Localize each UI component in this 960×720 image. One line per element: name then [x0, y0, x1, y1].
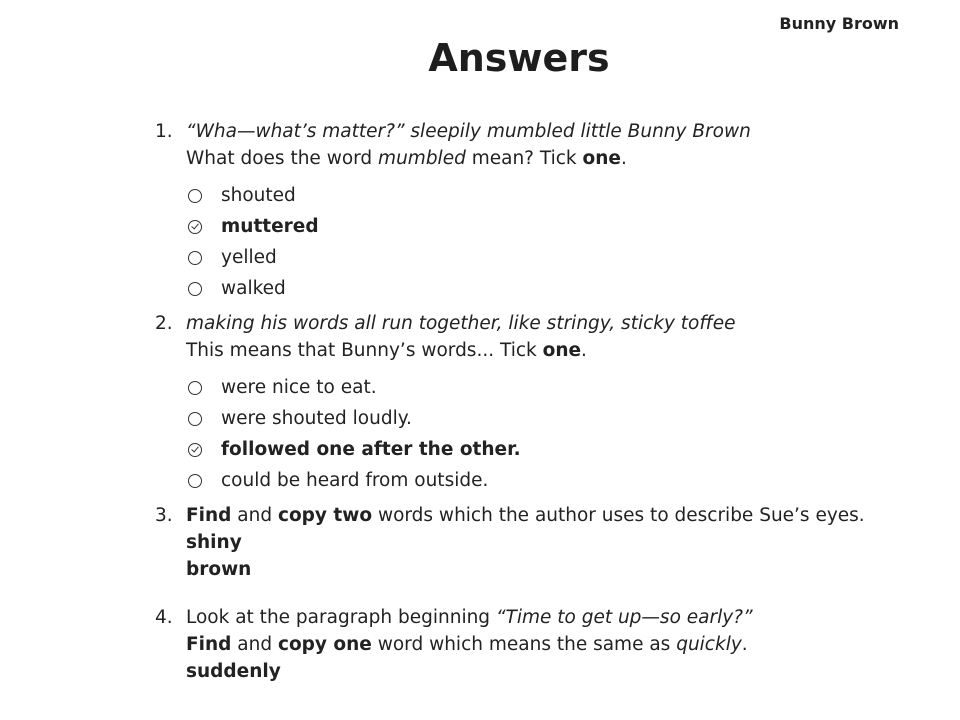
- question-1: [155, 118, 915, 310]
- question-4: [155, 604, 915, 685]
- option-label: could be heard from outside.: [221, 470, 489, 491]
- option-item[interactable]: [186, 242, 915, 273]
- prompt-emphasis: one: [582, 148, 621, 169]
- answer-text: brown: [186, 559, 252, 580]
- option-item[interactable]: [186, 372, 915, 403]
- option-item[interactable]: [186, 465, 915, 496]
- question-body: [186, 502, 915, 583]
- radio-circle-icon[interactable]: [188, 412, 202, 426]
- question-body: [186, 310, 915, 502]
- question-intro: Look at the paragraph beginning “Time to get up—so early?”: [186, 607, 753, 628]
- option-label: followed one after the other.: [221, 439, 521, 460]
- prompt-emphasis: Find: [186, 505, 232, 526]
- prompt-emphasis: copy two: [277, 505, 373, 526]
- option-label: shouted: [221, 185, 296, 206]
- option-item[interactable]: [186, 434, 915, 465]
- radio-circle-icon[interactable]: [188, 189, 202, 203]
- question-body: [186, 604, 915, 685]
- answer-text: suddenly: [186, 661, 281, 682]
- option-item[interactable]: [186, 403, 915, 434]
- radio-checked-icon[interactable]: [188, 443, 202, 457]
- answer-text: shiny: [186, 532, 242, 553]
- prompt-keyword: quickly: [676, 634, 742, 655]
- question-prompt: Find and copy two words which the author uses to describe Sue’s eyes.: [186, 505, 865, 526]
- option-item[interactable]: [186, 180, 915, 211]
- option-label: were nice to eat.: [221, 377, 377, 398]
- prompt-emphasis: one: [542, 340, 582, 361]
- question-3: [155, 502, 915, 583]
- question-number: 1.: [155, 121, 173, 142]
- question-quote: “Time to get up—so early?”: [495, 607, 753, 628]
- page-title: Answers: [428, 36, 610, 80]
- question-prompt: Find and copy one word which means the same as quickly.: [186, 634, 748, 655]
- prompt-emphasis: copy one: [277, 634, 372, 655]
- radio-circle-icon[interactable]: [188, 282, 202, 296]
- prompt-emphasis: Find: [186, 634, 232, 655]
- option-item[interactable]: [186, 211, 915, 242]
- radio-circle-icon[interactable]: [188, 251, 202, 265]
- header-tag: Bunny Brown: [779, 14, 899, 33]
- question-body: [186, 118, 915, 310]
- question-quote: “Wha—what’s matter?” sleepily mumbled little Bunny Brown: [186, 121, 751, 142]
- option-label: muttered: [221, 216, 319, 237]
- option-label: walked: [221, 278, 286, 299]
- questions-list: [155, 118, 915, 685]
- question-number: 2.: [155, 313, 173, 334]
- question-quote: making his words all run together, like stringy, sticky toffee: [186, 313, 736, 334]
- question-number: 4.: [155, 607, 173, 628]
- prompt-keyword: mumbled: [378, 148, 466, 169]
- option-label: yelled: [221, 247, 277, 268]
- options-list: [186, 180, 915, 304]
- options-list: [186, 372, 915, 496]
- question-prompt: What does the word mumbled mean? Tick one.: [186, 148, 627, 169]
- option-item[interactable]: [186, 273, 915, 304]
- question-number: 3.: [155, 505, 173, 526]
- question-prompt: This means that Bunny’s words... Tick one.: [186, 340, 587, 361]
- option-label: were shouted loudly.: [221, 408, 412, 429]
- question-2: [155, 310, 915, 502]
- radio-circle-icon[interactable]: [188, 381, 202, 395]
- radio-checked-icon[interactable]: [188, 220, 202, 234]
- radio-circle-icon[interactable]: [188, 474, 202, 488]
